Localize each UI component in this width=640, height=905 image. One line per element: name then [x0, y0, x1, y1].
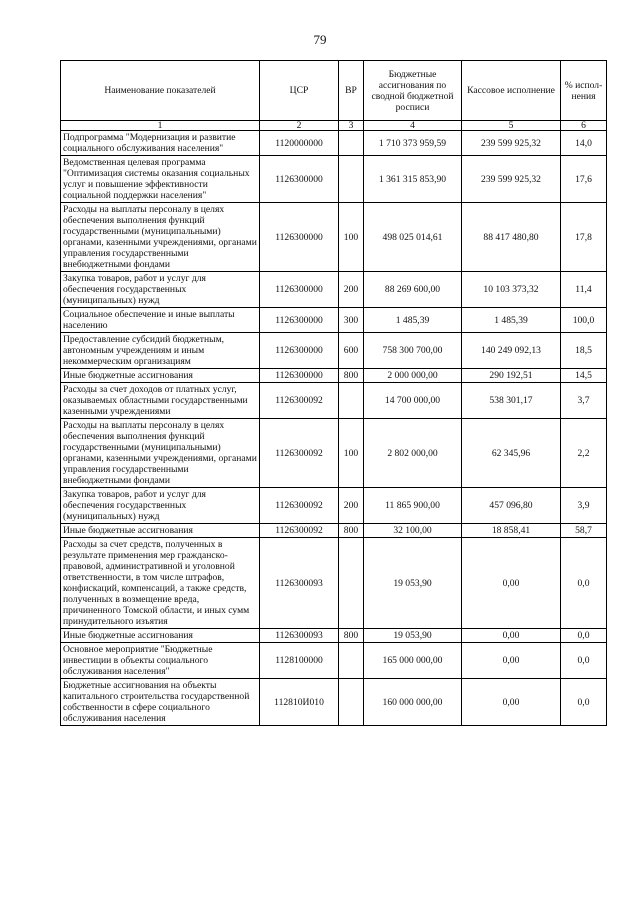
row-csr: 1126300093 — [260, 629, 339, 643]
row-pct: 0,0 — [561, 643, 607, 679]
budget-execution-table — [60, 60, 607, 726]
row-cash: 10 103 373,32 — [462, 272, 561, 308]
row-budget: 19 053,90 — [364, 538, 462, 629]
row-cash: 239 599 925,32 — [462, 131, 561, 156]
row-name: Бюджетные ассигнования на объекты капитального строительства государственной собственности в сфере социального обслуживания населения — [61, 679, 260, 726]
row-pct: 11,4 — [561, 272, 607, 308]
col-header-name: Наименование показателей — [61, 61, 260, 121]
row-cash: 538 301,17 — [462, 383, 561, 419]
row-vr: 100 — [339, 203, 364, 272]
row-vr — [339, 538, 364, 629]
row-budget: 758 300 700,00 — [364, 333, 462, 369]
row-pct: 3,9 — [561, 488, 607, 524]
row-vr — [339, 131, 364, 156]
row-csr: 1126300092 — [260, 524, 339, 538]
row-vr: 300 — [339, 308, 364, 333]
table-row — [61, 383, 607, 419]
row-budget: 88 269 600,00 — [364, 272, 462, 308]
row-name: Иные бюджетные ассигнования — [61, 629, 260, 643]
col-number: 1 — [61, 121, 260, 131]
row-csr: 1120000000 — [260, 131, 339, 156]
row-pct: 2,2 — [561, 419, 607, 488]
row-pct: 18,5 — [561, 333, 607, 369]
row-vr: 800 — [339, 369, 364, 383]
row-budget: 1 361 315 853,90 — [364, 156, 462, 203]
row-name: Иные бюджетные ассигнования — [61, 369, 260, 383]
page-number: 79 — [313, 32, 327, 47]
table-row — [61, 643, 607, 679]
row-budget: 2 000 000,00 — [364, 369, 462, 383]
table-row — [61, 156, 607, 203]
table-row — [61, 272, 607, 308]
row-cash: 239 599 925,32 — [462, 156, 561, 203]
row-name: Основное мероприятие "Бюджетные инвестиции в объекты социального обслуживания населения" — [61, 643, 260, 679]
table-row — [61, 308, 607, 333]
row-cash: 88 417 480,80 — [462, 203, 561, 272]
row-csr: 1126300000 — [260, 272, 339, 308]
col-header-vr: ВР — [339, 61, 364, 121]
row-name: Социальное обеспечение и иные выплаты населению — [61, 308, 260, 333]
row-cash: 0,00 — [462, 679, 561, 726]
row-pct: 0,0 — [561, 538, 607, 629]
row-csr: 1126300092 — [260, 383, 339, 419]
row-cash: 457 096,80 — [462, 488, 561, 524]
row-vr: 200 — [339, 272, 364, 308]
table-row — [61, 131, 607, 156]
row-pct: 0,0 — [561, 679, 607, 726]
table-row — [61, 629, 607, 643]
row-name: Расходы за счет средств, полученных в результате применения мер гражданско-правовой, административной и уголовной ответственности, в том числе штрафов, конфискаций, компенсаций, а также средств, полученных в возмещение вреда, причиненного Томской области, и иных сумм принудительного изъятия — [61, 538, 260, 629]
row-vr — [339, 643, 364, 679]
row-pct: 100,0 — [561, 308, 607, 333]
row-budget: 19 053,90 — [364, 629, 462, 643]
col-header-budget: Бюджетные ассигнования по сводной бюджетной росписи — [364, 61, 462, 121]
col-number: 6 — [561, 121, 607, 131]
row-pct: 0,0 — [561, 629, 607, 643]
row-pct: 17,6 — [561, 156, 607, 203]
row-csr: 1128100000 — [260, 643, 339, 679]
row-csr: 1126300092 — [260, 419, 339, 488]
row-name: Ведомственная целевая программа "Оптимизация системы оказания социальных услуг и повышение эффективности социальной поддержки населения" — [61, 156, 260, 203]
table-body — [61, 131, 607, 726]
table-row — [61, 488, 607, 524]
header-row — [61, 61, 607, 121]
col-number: 5 — [462, 121, 561, 131]
row-name: Подпрограмма "Модернизация и развитие социального обслуживания населения" — [61, 131, 260, 156]
row-cash: 1 485,39 — [462, 308, 561, 333]
row-cash: 0,00 — [462, 643, 561, 679]
row-vr — [339, 383, 364, 419]
col-header-cash: Кассовое исполнение — [462, 61, 561, 121]
row-cash: 0,00 — [462, 538, 561, 629]
row-vr: 800 — [339, 524, 364, 538]
row-pct: 58,7 — [561, 524, 607, 538]
row-budget: 160 000 000,00 — [364, 679, 462, 726]
table-row — [61, 369, 607, 383]
row-csr: 1126300093 — [260, 538, 339, 629]
row-pct: 17,8 — [561, 203, 607, 272]
row-budget: 11 865 900,00 — [364, 488, 462, 524]
row-csr: 1126300000 — [260, 156, 339, 203]
row-pct: 14,5 — [561, 369, 607, 383]
col-number: 4 — [364, 121, 462, 131]
row-budget: 14 700 000,00 — [364, 383, 462, 419]
row-csr: 1126300000 — [260, 369, 339, 383]
row-csr: 112810И010 — [260, 679, 339, 726]
row-cash: 18 858,41 — [462, 524, 561, 538]
row-csr: 1126300000 — [260, 203, 339, 272]
row-budget: 32 100,00 — [364, 524, 462, 538]
row-vr: 100 — [339, 419, 364, 488]
row-budget: 165 000 000,00 — [364, 643, 462, 679]
row-name: Закупка товаров, работ и услуг для обеспечения государственных (муниципальных) нужд — [61, 272, 260, 308]
col-number: 2 — [260, 121, 339, 131]
table-row — [61, 679, 607, 726]
table-row — [61, 524, 607, 538]
row-vr: 200 — [339, 488, 364, 524]
row-cash: 0,00 — [462, 629, 561, 643]
col-header-csr: ЦСР — [260, 61, 339, 121]
row-budget: 1 710 373 959,59 — [364, 131, 462, 156]
row-vr: 800 — [339, 629, 364, 643]
col-header-pct: % испол-нения — [561, 61, 607, 121]
col-number: 3 — [339, 121, 364, 131]
row-cash: 290 192,51 — [462, 369, 561, 383]
row-vr — [339, 679, 364, 726]
row-vr — [339, 156, 364, 203]
row-name: Иные бюджетные ассигнования — [61, 524, 260, 538]
row-csr: 1126300000 — [260, 333, 339, 369]
column-number-row — [61, 121, 607, 131]
row-budget: 2 802 000,00 — [364, 419, 462, 488]
row-pct: 14,0 — [561, 131, 607, 156]
row-csr: 1126300000 — [260, 308, 339, 333]
table-row — [61, 538, 607, 629]
row-budget: 498 025 014,61 — [364, 203, 462, 272]
row-csr: 1126300092 — [260, 488, 339, 524]
row-name: Предоставление субсидий бюджетным, автономным учреждениям и иным некоммерческим организациям — [61, 333, 260, 369]
row-name: Расходы на выплаты персоналу в целях обеспечения выполнения функций государственными (муниципальными) органами, казенными учреждениями, органами управления государственными внебюджетными фондами — [61, 419, 260, 488]
row-budget: 1 485,39 — [364, 308, 462, 333]
row-vr: 600 — [339, 333, 364, 369]
row-name: Закупка товаров, работ и услуг для обеспечения государственных (муниципальных) нужд — [61, 488, 260, 524]
row-name: Расходы за счет доходов от платных услуг, оказываемых областными государственными казенными учреждениями — [61, 383, 260, 419]
row-cash: 62 345,96 — [462, 419, 561, 488]
table-row — [61, 419, 607, 488]
table-row — [61, 203, 607, 272]
table-row — [61, 333, 607, 369]
row-pct: 3,7 — [561, 383, 607, 419]
row-cash: 140 249 092,13 — [462, 333, 561, 369]
row-name: Расходы на выплаты персоналу в целях обеспечения выполнения функций государственными (муниципальными) органами, казенными учреждениями, органами управления государственными внебюджетными фондами — [61, 203, 260, 272]
